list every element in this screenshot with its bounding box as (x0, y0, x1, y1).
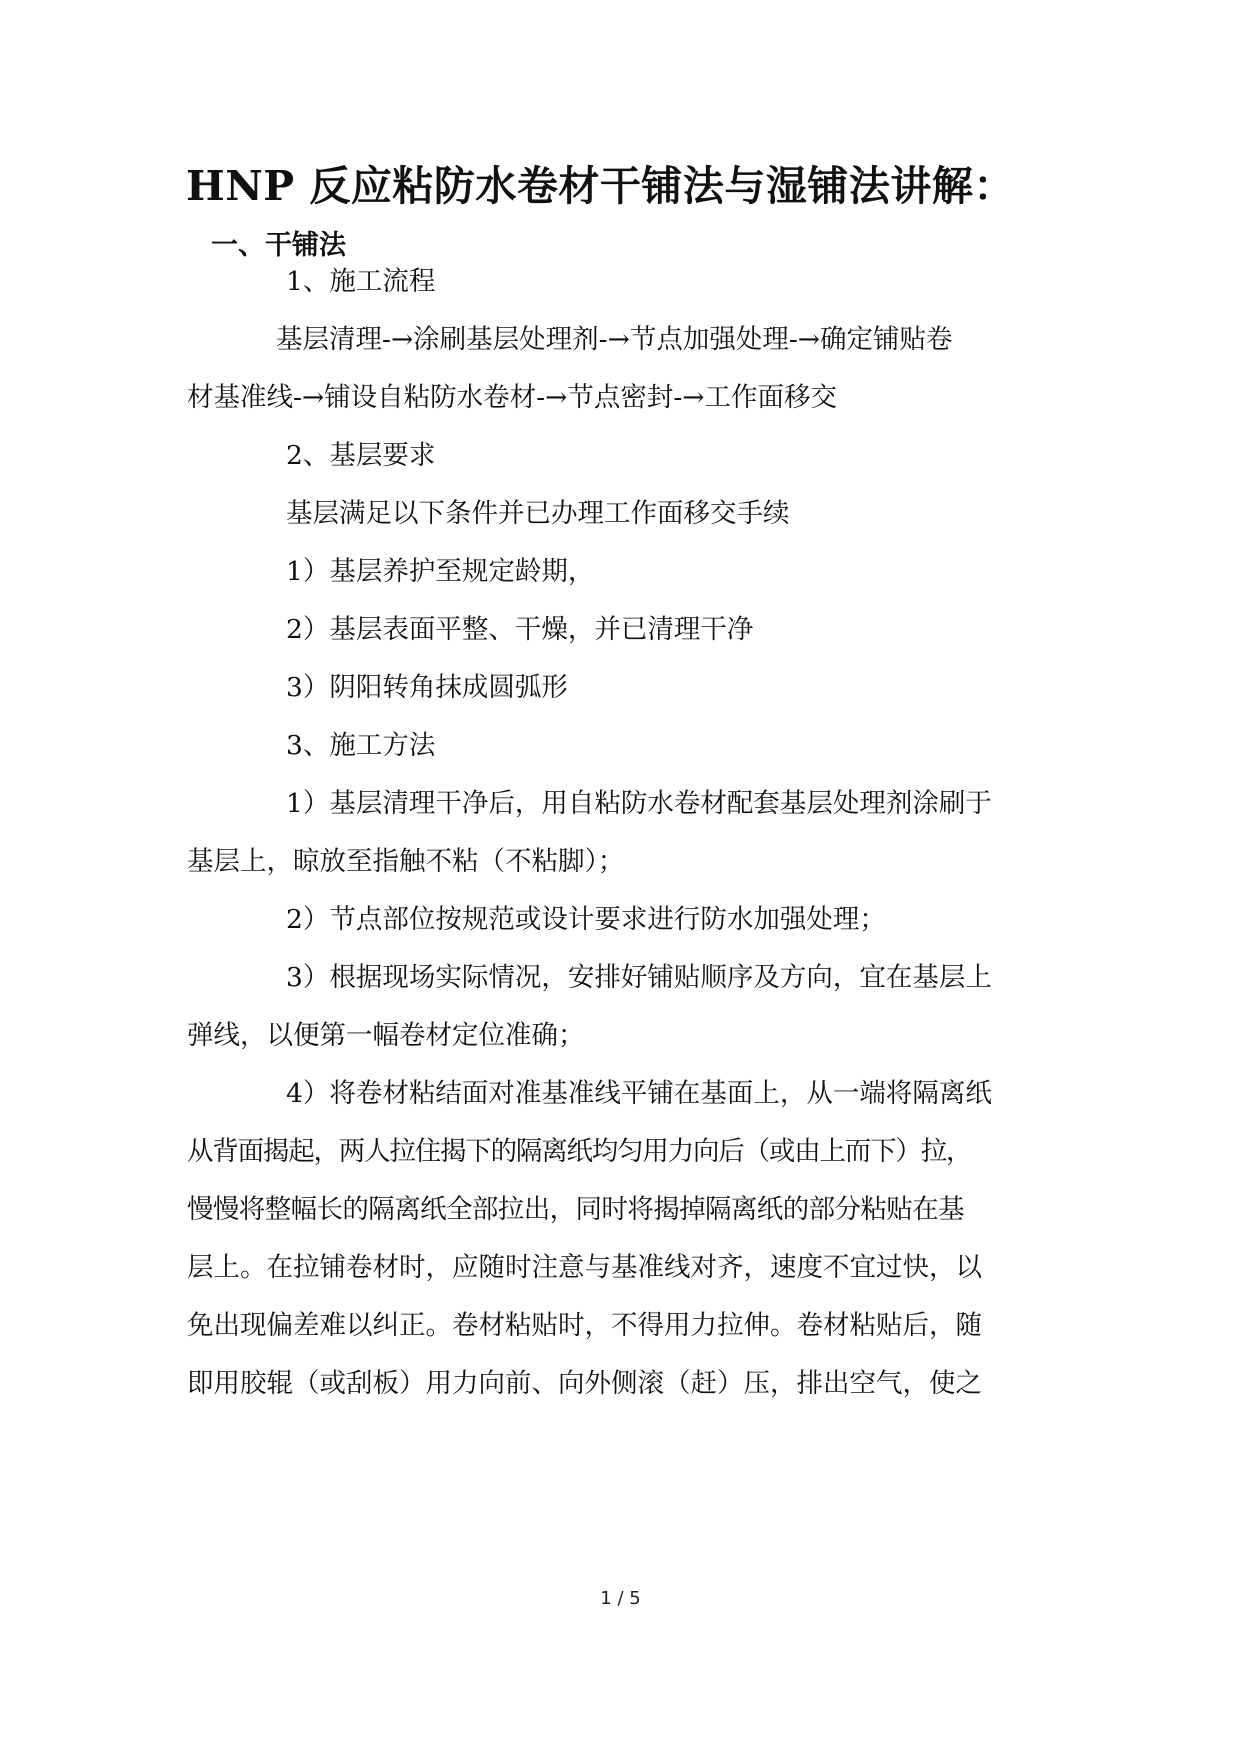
paragraph-line: 即用胶辊（或刮板）用力向前、向外侧滚（赶）压，排出空气，使之 (187, 1368, 982, 1399)
paragraph-line: 基层满足以下条件并已办理工作面移交手续 (286, 498, 790, 529)
subheading-construction-method: 3、施工方法 (286, 730, 436, 761)
paragraph-line: 材基准线-→铺设自粘防水卷材-→节点密封-→工作面移交 (187, 382, 837, 413)
list-item: 3）阴阳转角抹成圆弧形 (286, 672, 568, 703)
list-item: 3）根据现场实际情况，安排好铺贴顺序及方向，宜在基层上 (286, 962, 992, 993)
paragraph-line: 层上。在拉铺卷材时，应随时注意与基准线对齐，速度不宜过快，以 (187, 1252, 982, 1283)
paragraph-line: 基层上，晾放至指触不粘（不粘脚）； (187, 846, 625, 877)
page-number: 1 / 5 (600, 1588, 641, 1609)
paragraph-line: 弹线，以便第一幅卷材定位准确； (187, 1020, 585, 1051)
section-heading: 一、干铺法 (211, 230, 346, 261)
list-item: 2）基层表面平整、干燥，并已清理干净 (286, 614, 754, 645)
subheading-construction-process: 1、施工流程 (286, 266, 436, 297)
list-item: 4）将卷材粘结面对准基准线平铺在基面上，从一端将隔离纸 (286, 1078, 992, 1109)
document-title: HNP 反应粘防水卷材干铺法与湿铺法讲解： (186, 162, 1015, 210)
list-item: 1）基层清理干净后，用自粘防水卷材配套基层处理剂涂刷于 (286, 788, 992, 819)
subheading-base-requirements: 2、基层要求 (286, 440, 436, 471)
list-item: 1）基层养护至规定龄期， (286, 556, 595, 587)
paragraph-line: 免出现偏差难以纠正。卷材粘贴时，不得用力拉伸。卷材粘贴后，随 (187, 1310, 982, 1341)
paragraph-line: 慢慢将整幅长的隔离纸全部拉出，同时将揭掉隔离纸的部分粘贴在基 (187, 1194, 964, 1225)
paragraph-line: 从背面揭起，两人拉住揭下的隔离纸均匀用力向后（或由上而下）拉， (187, 1136, 972, 1167)
paragraph-line: 基层清理-→涂刷基层处理剂-→节点加强处理-→确定铺贴卷 (276, 324, 953, 355)
list-item: 2）节点部位按规范或设计要求进行防水加强处理； (286, 904, 886, 935)
